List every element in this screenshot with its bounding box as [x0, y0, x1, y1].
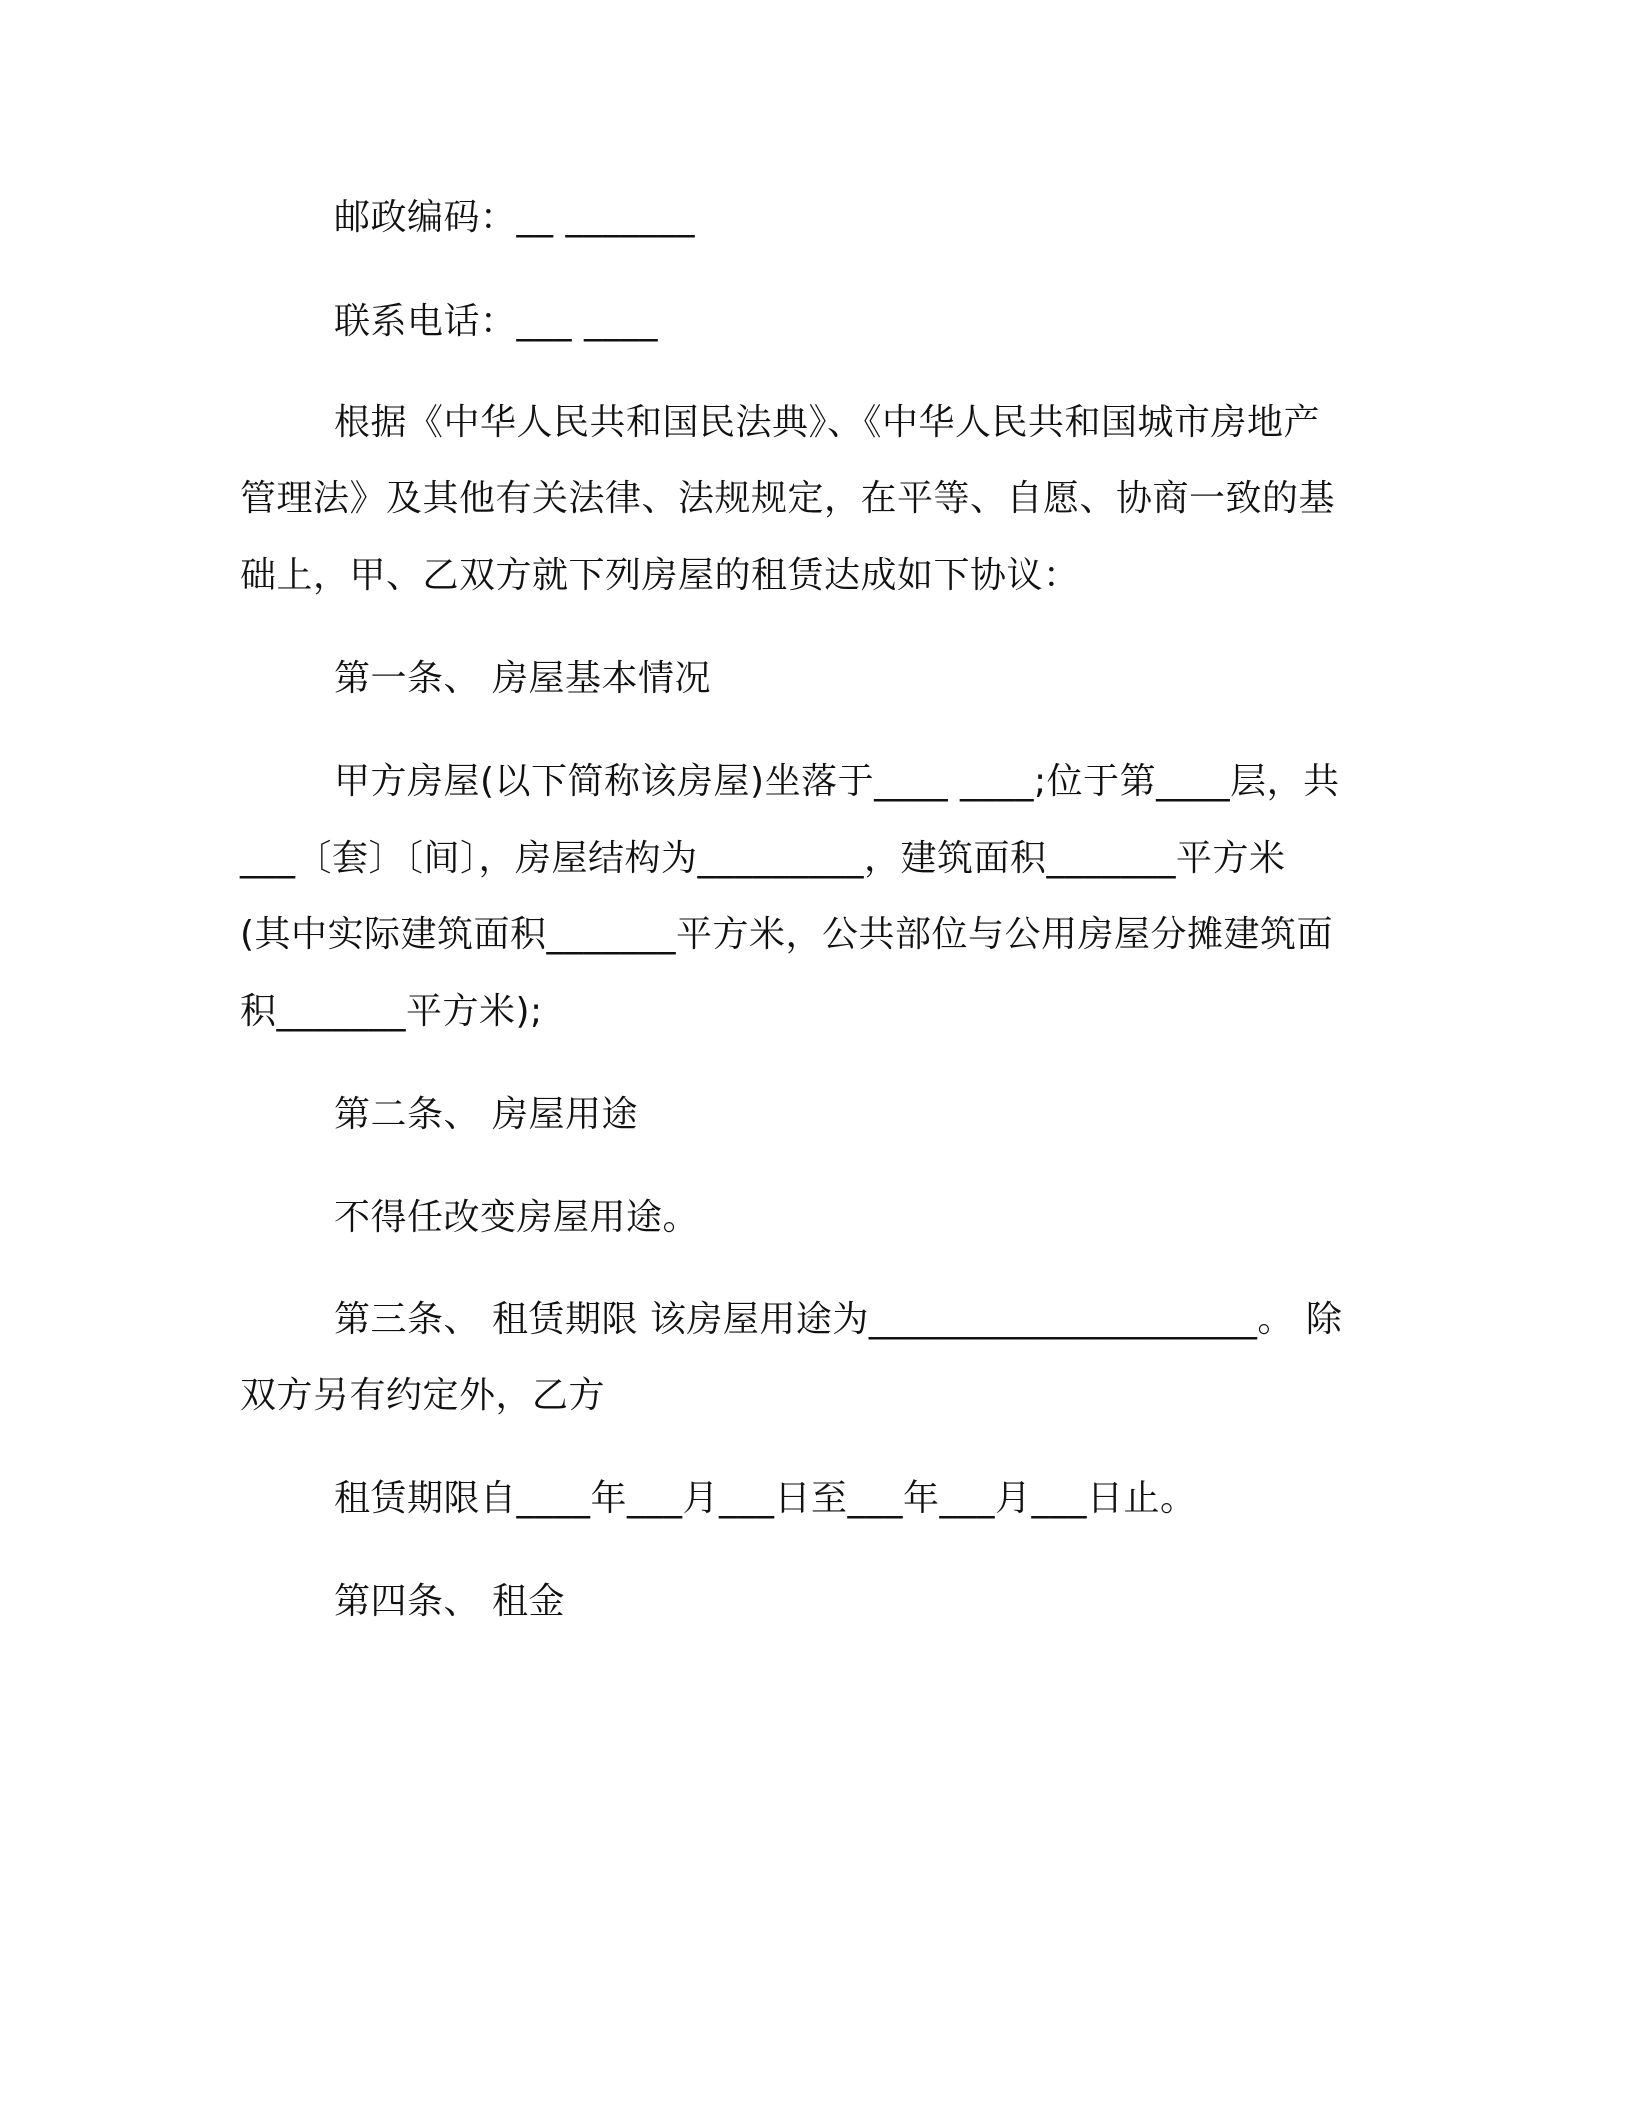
- article-1-line-3: (其中实际建筑面积_______平方米，公共部位与公用房屋分摊建筑面: [240, 914, 1334, 955]
- preamble-line-3: 础上，甲、乙双方就下列房屋的租赁达成如下协议：: [240, 555, 1080, 596]
- lease-term-line: 租赁期限自____年___月___日至___年___月___日止。: [334, 1478, 1197, 1519]
- phone-line: 联系电话：___ ____: [334, 301, 658, 342]
- preamble-line-1: 根据《中华人民共和国民法典》、《中华人民共和国城市房地产: [334, 402, 1321, 443]
- postal-code-line: 邮政编码：__ _______: [334, 197, 695, 238]
- article-2-heading: 第二条、 房屋用途: [334, 1094, 638, 1135]
- article-1-heading: 第一条、 房屋基本情况: [334, 658, 711, 699]
- article-3-line-1: 第三条、 租赁期限 该房屋用途为_____________________。 除: [334, 1299, 1343, 1340]
- article-1-line-2: ___〔套〕〔间〕，房屋结构为_________，建筑面积_______平方米: [240, 838, 1286, 879]
- article-1-line-4: 积_______平方米);: [240, 991, 543, 1032]
- article-2-text: 不得任改变房屋用途。: [334, 1197, 700, 1238]
- preamble-line-2: 管理法》及其他有关法律、法规规定，在平等、自愿、协商一致的基: [240, 478, 1336, 519]
- article-4-heading: 第四条、 租金: [334, 1581, 565, 1622]
- article-1-line-1: 甲方房屋(以下简称该房屋)坐落于____ ____;位于第____层，共: [334, 761, 1340, 802]
- article-3-line-2: 双方另有约定外，乙方: [240, 1375, 606, 1416]
